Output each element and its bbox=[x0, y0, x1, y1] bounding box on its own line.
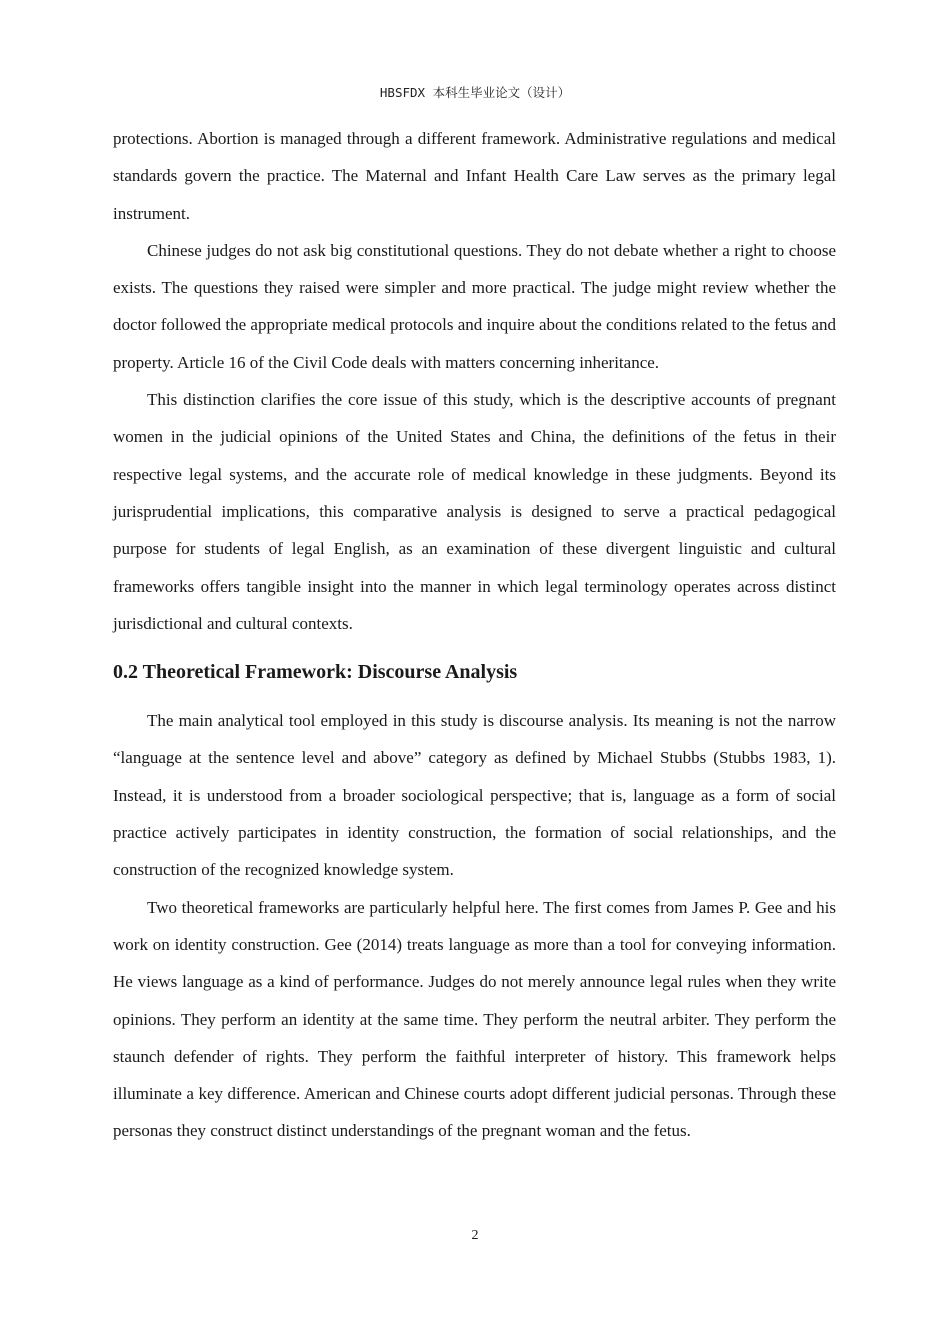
section-heading: 0.2 Theoretical Framework: Discourse Analysis bbox=[113, 661, 518, 684]
paragraph-distinction: This distinction clarifies the core issue of this study, which is the descriptive accounts of pregnant women in the judicial opinions of the United States and China, the definitions of the fetus in their respective legal systems, and the accurate role of medical knowledge in these judgments. Beyond its jurisprudential implications, this comparative analysis is designed to serve a practical pedagogical purpose for students of legal English, as an examination of these divergent linguistic and cultural frameworks offers tangible insight into the manner in which legal terminology operates across distinct jurisdictional and cultural contexts. bbox=[113, 390, 836, 633]
paragraph-discourse-analysis: The main analytical tool employed in this study is discourse analysis. Its meaning is not the narrow “language at the sentence level and above” category as defined by Michael Stubbs (Stubbs 1983, 1). Instead, it is understood from a broader sociological perspective; that is, language as a form of social practice actively participates in identity construction, the formation of social relationships, and the construction of the recognized knowledge system. bbox=[113, 711, 836, 880]
paragraph-theoretical-frameworks: Two theoretical frameworks are particularly helpful here. The first comes from James P. Gee and his work on identity construction. Gee (2014) treats language as more than a tool for conveying information. He views language as a kind of performance. Judges do not merely announce legal rules when they write opinions. They perform an identity at the same time. They perform the neutral arbiter. They perform the staunch defender of rights. They perform the faithful interpreter of history. This framework helps illuminate a key difference. American and Chinese courts adopt different judicial personas. Through these personas they construct distinct understandings of the pregnant woman and the fetus. bbox=[113, 897, 836, 1141]
paragraph-continued: protections. Abortion is managed through a different framework. Administrative regulations and medical standards govern the practice. The Maternal and Infant Health Care Law serves as the primary legal instrument. bbox=[113, 129, 836, 223]
page-number: 2 bbox=[471, 1228, 479, 1243]
paragraph-chinese-judges: Chinese judges do not ask big constitutional questions. They do not debate whether a right to choose exists. The questions they raised were simpler and more practical. The judge might review whether the doctor followed the appropriate medical protocols and inquire about the conditions related to the fetus and property. Article 16 of the Civil Code deals with matters concerning inheritance. bbox=[113, 240, 836, 372]
body-text bbox=[113, 120, 836, 1150]
running-header: HBSFDX 本科生毕业论文（设计） bbox=[379, 85, 571, 100]
